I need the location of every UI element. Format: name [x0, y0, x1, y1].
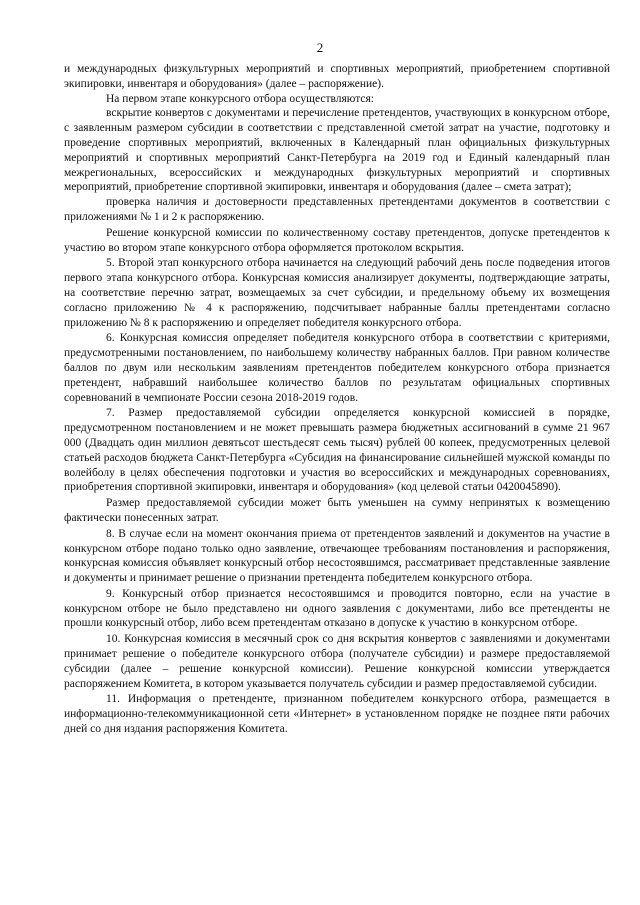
paragraph-item-6: 6. Конкурсная комиссия определяет победителя конкурсного отбора в соответствии с критериями, предусмотренными постановлением, по наибольшему количеству набранных баллов. При равном количестве баллов по двум или нескольким заявлениям претендентов победителем конкурсного отбора признается претендент, набравший наибольшее количество баллов по результатам официальных спортивных соревнований в чемпионате России сезона 2018-2019 годов. — [64, 332, 610, 404]
paragraph-item-7: 7. Размер предоставляемой субсидии определяется конкурсной комиссией в порядке, предусмотренном постановлением и не может превышать размера бюджетных ассигнований в сумме 21 967 000 (Двадцать один миллион девятьсот шестьдесят семь тысяч) рублей 00 копеек, предусмотренных целевой статьей расходов бюджета Санкт-Петербурга «Субсидия на финансирование сильнейшей мужской команды по волейболу в целях обеспечения подготовки и участия во всероссийских и международных соревнованиях, приобретения спортивной экипировки, инвентаря и оборудования» (код целевой статьи 0420045890). — [64, 407, 610, 494]
paragraph-subsidy-reduction: Размер предоставляемой субсидии может быть уменьшен на сумму непринятых к возмещению фактически понесенных затрат. — [64, 497, 610, 524]
paragraph-item-11: 11. Информация о претенденте, признанном победителем конкурсного отбора, размещается в информационно-телекоммуникационной сети «Интернет» в установленном порядке не позднее пяти рабочих дней со дня издания распоряжения Комитета. — [64, 693, 610, 736]
paragraph-commission-decision: Решение конкурсной комиссии по количественному составу претендентов, допуске претендентов к участию во втором этапе конкурсного отбора оформляется протоколом вскрытия. — [64, 226, 610, 254]
paragraph-envelope-opening: вскрытие конвертов с документами и перечисление претендентов, участвующих в конкурсном отборе, с заявленным размером субсидии в соответствии с представленной сметой затрат на участие, подготовку и проведение спортивных мероприятий, включенных в Календарный план официальных физкультурных мероприятий и спортивных мероприятий Санкт-Петербурга на 2019 год и Единый календарный план межрегиональных, всероссийских и международных физкультурных мероприятий и спортивных мероприятий, приобретение спортивной экипировки, инвентаря и оборудования (далее – смета затрат); — [64, 107, 610, 194]
paragraph-item-10: 10. Конкурсная комиссия в месячный срок со дня вскрытия конвертов с заявлениями и документами принимает решение о победителе конкурсного отбора (получателе субсидии) и размере предоставляемой субсидии (далее – решение конкурсной комиссии). Решение конкурсной комиссии утверждается распоряжением Комитета, в котором указывается получатель субсидии и размер предоставляемой субсидии. — [64, 633, 610, 690]
paragraph-first-stage-intro: На первом этапе конкурсного отбора осуществляются: — [106, 92, 374, 105]
document-body — [64, 62, 610, 737]
paragraph-document-check: проверка наличия и достоверности представленных претендентами документов в соответствии с приложениями № 1 и 2 к распоряжению. — [64, 196, 610, 223]
paragraph-continuation: и международных физкультурных мероприятий и спортивных мероприятий, приобретением спортивной экипировки, инвентаря и оборудования» (далее – распоряжение). — [64, 63, 610, 90]
paragraph-item-9: 9. Конкурсный отбор признается несостоявшимся и проводится повторно, если на участие в конкурсном отборе не было представлено ни одного заявления с документами, либо все претенденты не прошли конкурсный отбор, либо всем претендентам отказано в допуске к участию в конкурсном отборе. — [64, 587, 610, 630]
paragraph-item-5: 5. Второй этап конкурсного отбора начинается на следующий рабочий день после подведения итогов первого этапа конкурсного отбора. Конкурсная комиссия анализирует документы, подтверждающие затраты, на соответствие перечню затрат, возмещаемых за счет субсидии, и предельному объему их возмещения согласно приложению № 4 к распоряжению, подсчитывает набранные баллы претендентами согласно приложению № 8 к распоряжению и определяет победителя конкурсного отбора. — [64, 257, 610, 329]
page-number: 2 — [316, 40, 324, 55]
paragraph-item-8: 8. В случае если на момент окончания приема от претендентов заявлений и документов на участие в конкурсном отборе подано только одно заявление, отвечающее требованиям постановления и распоряжения, конкурсная комиссия объявляет конкурсный отбор несостоявшимся, рассматривает представленные заявление и документы и принимает решение о признании претендента победителем конкурсного отбора. — [64, 527, 610, 585]
